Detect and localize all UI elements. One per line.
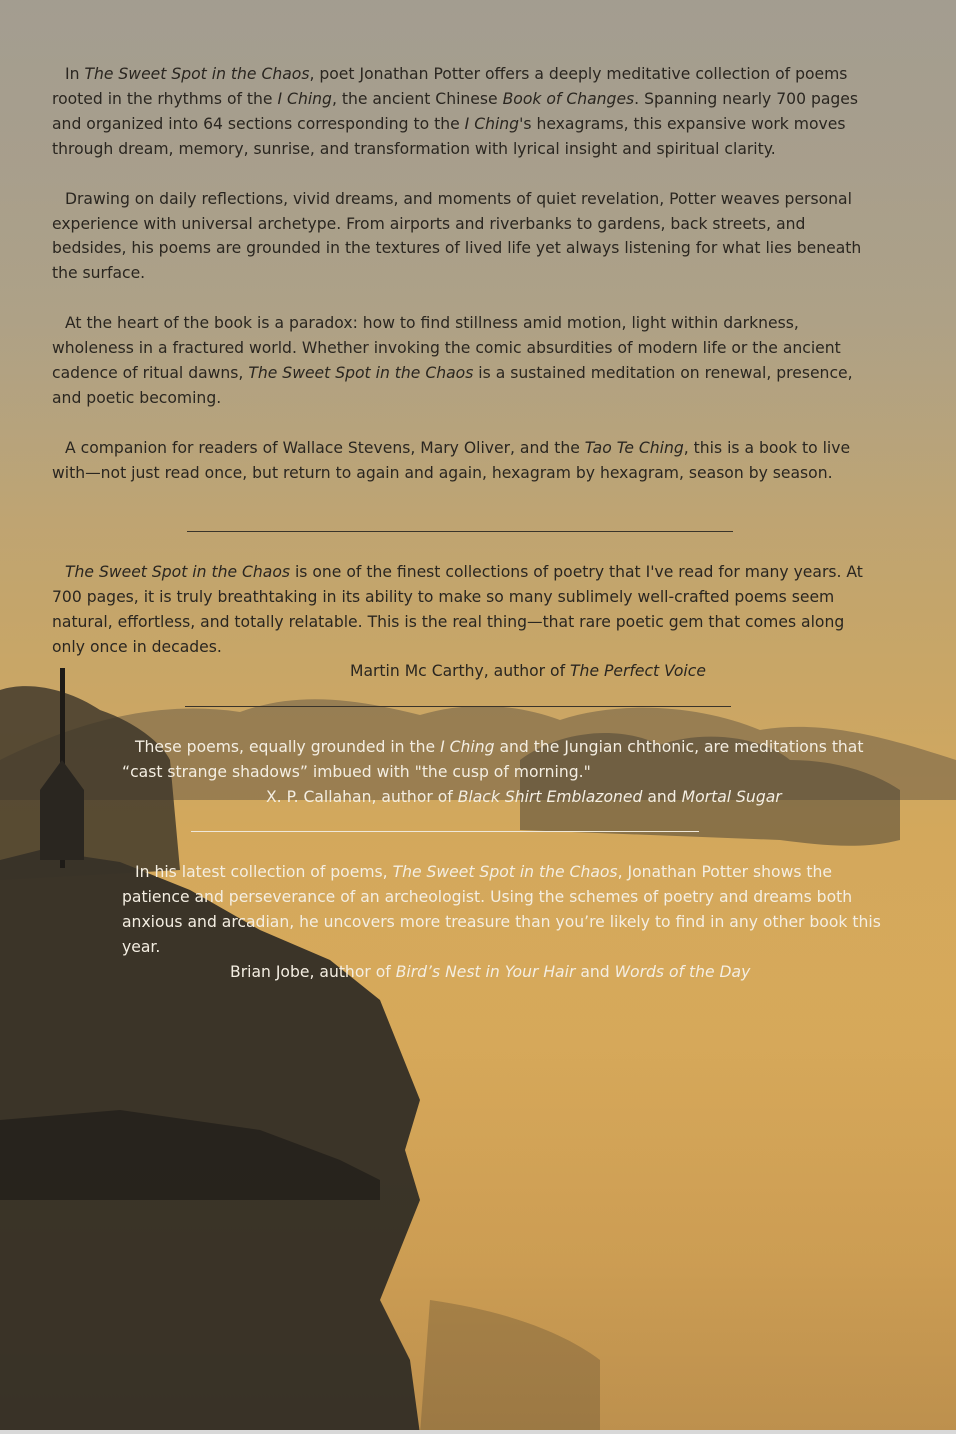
blurb-1: [52, 560, 882, 660]
divider-2: [185, 706, 731, 707]
blurb-1-quote: The Sweet Spot in the Chaos is one of the finest collections of poetry that I've read for many years. At 700 pages, it is truly breathtaking in its ability to make so many sublimely well-crafted poems seem natural, effortless, and totally relatable. This is the real thing—that rare poetic gem that comes along only once in decades.: [52, 563, 863, 656]
blurb-2: [122, 735, 882, 785]
divider-1: [187, 531, 733, 532]
blurb-3-quote: In his latest collection of poems, The Sweet Spot in the Chaos, Jonathan Potter shows the patience and perseverance of an archeologist. Using the schemes of poetry and dreams both anxious and arcadian, he uncovers more treasure than you’re likely to find in any other book this year.: [122, 863, 881, 956]
description-block: [52, 62, 882, 486]
description-paragraph-1: In The Sweet Spot in the Chaos, poet Jonathan Potter offers a deeply meditative collection of poems rooted in the rhythms of the I Ching, the ancient Chinese Book of Changes. Spanning nearly 700 pages and organized into 64 sections corresponding to the I Ching's hexagrams, this expansive work moves through dream, memory, sunrise, and transformation with lyrical insight and spiritual clarity.: [52, 65, 859, 158]
description-paragraph-4: A companion for readers of Wallace Stevens, Mary Oliver, and the Tao Te Ching, this is a book to live with—not just read once, but return to again and again, hexagram by hexagram, season by season.: [52, 438, 851, 482]
description-paragraph-3: At the heart of the book is a paradox: how to find stillness amid motion, light within darkness, wholeness in a fractured world. Whether invoking the comic absurdities of modern life or the ancient cadence of ritual dawns, The Sweet Spot in the Chaos is a sustained meditation on renewal, presence, and poetic becoming.: [52, 314, 853, 407]
bottom-edge-bar: [0, 1430, 956, 1434]
blurb-1-attribution: Martin Mc Carthy, author of The Perfect Voice: [350, 662, 706, 680]
description-paragraph-2: Drawing on daily reflections, vivid dreams, and moments of quiet revelation, Potter weaves personal experience with universal archetype. From airports and riverbanks to gardens, back streets, and bedsides, his poems are grounded in the textures of lived life yet always listening for what lies beneath the surface.: [52, 189, 862, 283]
blurb-2-quote: These poems, equally grounded in the I Ching and the Jungian chthonic, are meditations that “cast strange shadows” imbued with "the cusp of morning.": [122, 738, 864, 781]
divider-3: [191, 831, 699, 832]
blurb-3-attribution: Brian Jobe, author of Bird’s Nest in Your Hair and Words of the Day: [230, 963, 751, 981]
blurb-2-attribution: X. P. Callahan, author of Black Shirt Emblazoned and Mortal Sugar: [266, 788, 782, 806]
blurb-3: [122, 860, 882, 960]
